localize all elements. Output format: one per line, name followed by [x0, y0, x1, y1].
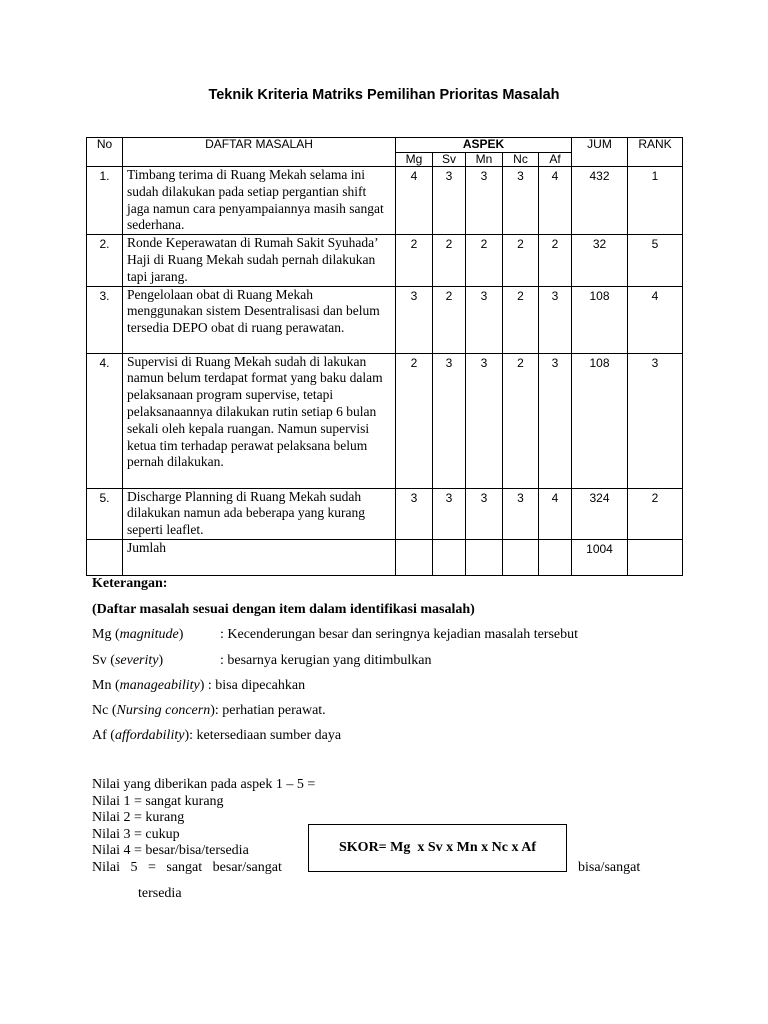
header-aspect-mg: Mg: [396, 153, 433, 167]
score-mn: 3: [466, 167, 503, 235]
jum-value: 432: [572, 167, 628, 235]
score-af: 3: [539, 353, 572, 488]
scale-level-3: Nilai 3 = cukup: [92, 826, 180, 842]
problem-text: Timbang terima di Ruang Mekah selama ini sudah dilakukan pada setiap pergantian shift jaga namun cara penyampaiannya masih sangat sederhana.: [123, 167, 396, 235]
notes-heading: Keterangan:: [92, 576, 168, 591]
score-nc: 2: [503, 353, 539, 488]
rank-value: 5: [628, 235, 683, 286]
score-mn: 3: [466, 286, 503, 353]
definition-desc: : bisa dipecahkan: [204, 678, 306, 693]
total-row: [87, 539, 683, 575]
definition-nc: Nc (Nursing concern): perhatian perawat.: [92, 703, 326, 718]
score-mn: 3: [466, 488, 503, 539]
score-mg: 2: [396, 235, 433, 286]
header-aspect-sv: Sv: [433, 153, 466, 167]
header-aspect-af: Af: [539, 153, 572, 167]
priority-matrix-table: [86, 137, 683, 576]
score-af: 2: [539, 235, 572, 286]
scale-level-4: Nilai 4 = besar/bisa/tersedia: [92, 843, 249, 858]
header-problem: DAFTAR MASALAH: [123, 138, 396, 167]
row-number: 5.: [87, 488, 123, 539]
score-sv: 3: [433, 353, 466, 488]
score-mg: 3: [396, 286, 433, 353]
score-mg: 3: [396, 488, 433, 539]
header-aspect-nc: Nc: [503, 153, 539, 167]
row-number: 3.: [87, 286, 123, 353]
scale-level-1: Nilai 1 = sangat kurang: [92, 793, 224, 809]
definition-term: affordability: [114, 728, 185, 743]
header-no: No: [87, 138, 123, 167]
score-nc: 2: [503, 286, 539, 353]
scale-intro: Nilai yang diberikan pada aspek 1 – 5 =: [92, 777, 316, 792]
problem-text: Pengelolaan obat di Ruang Mekah menggunakan sistem Desentralisasi dan belum tersedia DEPO obat di ruang perawatan.: [123, 286, 396, 353]
rank-value: 3: [628, 353, 683, 488]
score-mg: 2: [396, 353, 433, 488]
score-af: 4: [539, 167, 572, 235]
definition-term: Nursing concern: [116, 703, 211, 718]
score-sv: 2: [433, 286, 466, 353]
score-nc: 3: [503, 167, 539, 235]
table-row: [87, 235, 683, 286]
notes-subheading: (Daftar masalah sesuai dengan item dalam identifikasi masalah): [92, 602, 475, 617]
formula-box: SKOR= Mg x Sv x Mn x Nc x Af: [308, 824, 567, 872]
definition-term: magnitude: [119, 627, 179, 642]
scale-level-5: Nilai 5 = sangat besar/sangat: [92, 859, 282, 875]
score-sv: 3: [433, 167, 466, 235]
header-rank: RANK: [628, 138, 683, 167]
definition-abbr: Mn: [92, 678, 112, 693]
row-number: 4.: [87, 353, 123, 488]
score-sv: 2: [433, 235, 466, 286]
definition-term: manageability: [119, 678, 200, 693]
definition-desc: : besarnya kerugian yang ditimbulkan: [220, 653, 432, 668]
score-sv: 3: [433, 488, 466, 539]
definition-mn: Mn (manageability) : bisa dipecahkan: [92, 678, 306, 693]
definition-desc: : ketersediaan sumber daya: [189, 728, 342, 743]
definition-abbr: Af: [92, 728, 107, 743]
rank-value: 1: [628, 167, 683, 235]
total-label: Jumlah: [123, 539, 396, 575]
page-title: Teknik Kriteria Matriks Pemilihan Prioritas Masalah: [208, 87, 560, 103]
problem-text: Ronde Keperawatan di Rumah Sakit Syuhada’ Haji di Ruang Mekah sudah pernah dilakukan tapi jarang.: [123, 235, 396, 286]
definition-sv: Sv (severity) : besarnya kerugian yang ditimbulkan: [92, 653, 432, 668]
jum-value: 324: [572, 488, 628, 539]
scale-level-5-continuation: bisa/sangat: [578, 860, 641, 875]
total-jum: 1004: [572, 539, 628, 575]
row-number: 1.: [87, 167, 123, 235]
definition-af: Af (affordability): ketersediaan sumber daya: [92, 728, 342, 743]
definition-mg: Mg (magnitude) : Kecenderungan besar dan seringnya kejadian masalah tersebut: [92, 627, 579, 642]
table-row: [87, 167, 683, 235]
score-mg: 4: [396, 167, 433, 235]
definition-abbr: Sv: [92, 653, 107, 668]
rank-value: 2: [628, 488, 683, 539]
definition-desc: : Kecenderungan besar dan seringnya kejadian masalah tersebut: [220, 627, 579, 642]
jum-value: 32: [572, 235, 628, 286]
score-af: 4: [539, 488, 572, 539]
jum-value: 108: [572, 286, 628, 353]
score-mn: 2: [466, 235, 503, 286]
header-aspect: ASPEK: [396, 138, 572, 153]
score-af: 3: [539, 286, 572, 353]
table-row: [87, 286, 683, 353]
table-row: [87, 488, 683, 539]
definition-abbr: Nc: [92, 703, 109, 718]
scale-list: [92, 777, 315, 876]
row-number: 2.: [87, 235, 123, 286]
score-nc: 3: [503, 488, 539, 539]
header-aspect-mn: Mn: [466, 153, 503, 167]
definition-abbr: Mg: [92, 627, 112, 642]
definition-desc: : perhatian perawat.: [214, 703, 326, 718]
score-mn: 3: [466, 353, 503, 488]
problem-text: Supervisi di Ruang Mekah sudah di lakukan namun belum terdapat format yang baku dalam pelaksanaan program supervise, tetapi pelaksanaannya dilakukan rutin setiap 6 bulan sekali oleh kepala ruangan. Namun supervisi ketua tim terhadap perawat pelaksana belum pernah dilakukan.: [123, 353, 396, 488]
definition-term: severity: [114, 653, 159, 668]
header-jum: JUM: [572, 138, 628, 167]
problem-text: Discharge Planning di Ruang Mekah sudah dilakukan namun ada beberapa yang kurang seperti leaflet.: [123, 488, 396, 539]
score-nc: 2: [503, 235, 539, 286]
scale-level-2: Nilai 2 = kurang: [92, 810, 185, 825]
rank-value: 4: [628, 286, 683, 353]
scale-level-5-end: tersedia: [138, 886, 182, 901]
table-row: [87, 353, 683, 488]
jum-value: 108: [572, 353, 628, 488]
